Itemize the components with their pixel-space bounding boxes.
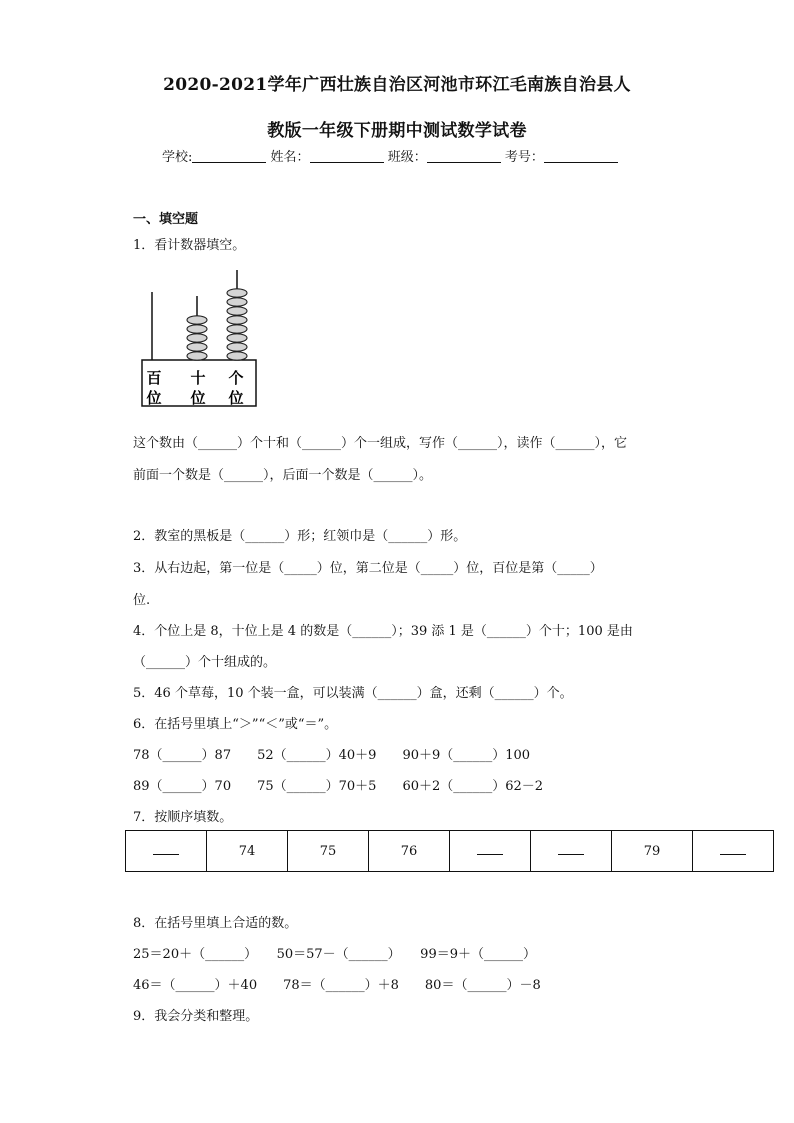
q4-line-1: 4．个位上是 8，十位上是 4 的数是（______）；39 添 1 是（______）个十；100 是由 [133,624,633,639]
label-tens: 十位 [190,369,206,407]
class-label: 班级： [387,150,427,165]
ones-bead [227,343,247,351]
tens-bead [187,343,207,351]
q1-line-1: 这个数由（______）个十和（______）个一组成，写作（______），读作（______），它 [133,436,628,451]
ones-bead [227,352,247,360]
q8-row-2: 46＝（______）＋40 78＝（______）＋8 80＝（______）－8 [133,978,541,993]
ones-bead [227,298,247,306]
title-line-2: 教版一年级下册期中测试数学试卷 [267,121,527,141]
sequence-blank[interactable] [558,844,584,855]
ones-bead [227,316,247,324]
label-hundreds: 百位 [146,369,162,407]
q7-prompt: 7．按顺序填数。 [133,810,233,825]
sequence-cell: 74 [207,831,288,872]
abacus-figure [140,268,264,410]
q1-prompt: 1．看计数器填空。 [133,238,246,253]
sequence-cell[interactable] [126,831,207,872]
school-label: 学校: [162,150,193,165]
label-ones: 个位 [228,369,244,407]
exam-no-label: 考号： [504,150,544,165]
sequence-blank[interactable] [720,844,746,855]
q2-text: 2．教室的黑板是（______）形；红领巾是（______）形。 [133,529,467,544]
sequence-cell[interactable] [450,831,531,872]
q1-line-2: 前面一个数是（______），后面一个数是（______）。 [133,468,433,483]
sequence-blank[interactable] [153,844,179,855]
q3-line-2: 位. [133,593,151,608]
sequence-table [125,830,774,872]
class-blank[interactable] [427,149,501,163]
sequence-cell[interactable] [531,831,612,872]
title-line-1: 2020-2021学年广西壮族自治区河池市环江毛南族自治县人 [163,75,631,95]
q8-row-1: 25＝20＋（______） 50＝57－（______） 99＝9＋（______） [133,947,536,962]
q9-prompt: 9．我会分类和整理。 [133,1009,259,1024]
sequence-blank[interactable] [477,844,503,855]
student-info-row [162,146,618,165]
name-label: 姓名： [270,150,310,165]
section-heading: 一、填空题 [133,212,199,227]
q5-text: 5．46 个草莓，10 个装一盒，可以装满（______）盒，还剩（______）个。 [133,686,573,701]
ones-bead [227,334,247,342]
exam-no-blank[interactable] [544,149,618,163]
sequence-row [126,831,774,872]
ones-bead [227,325,247,333]
sequence-cell: 79 [612,831,693,872]
q8-prompt: 8．在括号里填上合适的数。 [133,916,298,931]
beads-tens [187,316,207,360]
sequence-cell[interactable] [693,831,774,872]
q4-line-2: （______）个十组成的。 [133,655,277,670]
q6-row-1: 78（______）87 52（______）40＋9 90＋9（______）100 [133,748,531,763]
sequence-cell: 76 [369,831,450,872]
tens-bead [187,316,207,324]
q3-line-1: 3．从右边起，第一位是（_____）位，第二位是（_____）位，百位是第（_____） [133,561,603,576]
tens-bead [187,325,207,333]
q6-prompt: 6．在括号里填上“＞”“＜”或“＝”。 [133,717,338,732]
q6-row-2: 89（______）70 75（______）70＋5 60＋2（______）62－2 [133,779,544,794]
ones-bead [227,307,247,315]
sequence-cell: 75 [288,831,369,872]
school-blank[interactable] [192,149,266,163]
beads-ones [227,289,247,360]
name-blank[interactable] [310,149,384,163]
ones-bead [227,289,247,297]
tens-bead [187,334,207,342]
tens-bead [187,352,207,360]
